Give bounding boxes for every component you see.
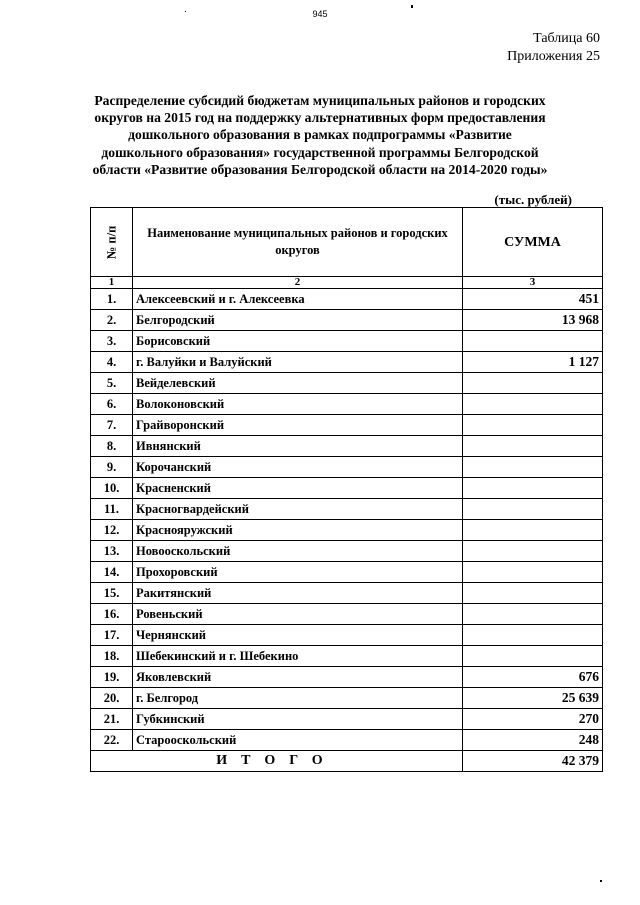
subsidy-amount xyxy=(463,520,603,541)
table-row xyxy=(91,562,603,583)
table-row xyxy=(91,478,603,499)
district-name: Прохоровский xyxy=(133,562,463,583)
table-body xyxy=(91,289,603,751)
table-row xyxy=(91,667,603,688)
row-number: 22. xyxy=(91,730,133,751)
row-number: 7. xyxy=(91,415,133,436)
row-number: 14. xyxy=(91,562,133,583)
table-row xyxy=(91,688,603,709)
row-number: 20. xyxy=(91,688,133,709)
column-number: 2 xyxy=(133,277,463,289)
header-row xyxy=(91,208,603,277)
row-number: 8. xyxy=(91,436,133,457)
row-number: 21. xyxy=(91,709,133,730)
row-number: 9. xyxy=(91,457,133,478)
district-name: Алексеевский и г. Алексеевка xyxy=(133,289,463,310)
row-number: 6. xyxy=(91,394,133,415)
subsidy-amount xyxy=(463,331,603,352)
district-name: Красногвардейский xyxy=(133,499,463,520)
district-name: Корочанский xyxy=(133,457,463,478)
total-sum: 42 379 xyxy=(463,751,603,772)
district-name: Новооскольский xyxy=(133,541,463,562)
table-row xyxy=(91,541,603,562)
subsidy-amount xyxy=(463,604,603,625)
header-num xyxy=(91,208,133,277)
row-number: 19. xyxy=(91,667,133,688)
table-row xyxy=(91,730,603,751)
table-row xyxy=(91,331,603,352)
subsidies-table xyxy=(90,207,603,772)
subsidy-amount xyxy=(463,373,603,394)
district-name: Ровеньский xyxy=(133,604,463,625)
district-name: Ракитянский xyxy=(133,583,463,604)
district-name: Борисовский xyxy=(133,331,463,352)
table-row xyxy=(91,604,603,625)
scan-speck xyxy=(185,11,186,12)
subsidy-amount: 13 968 xyxy=(463,310,603,331)
district-name: Ивнянский xyxy=(133,436,463,457)
table-row xyxy=(91,310,603,331)
subsidy-amount xyxy=(463,478,603,499)
table-row xyxy=(91,289,603,310)
subsidy-amount xyxy=(463,415,603,436)
header-sum: СУММА xyxy=(463,208,603,277)
district-name: Белгородский xyxy=(133,310,463,331)
row-number: 1. xyxy=(91,289,133,310)
subsidy-amount xyxy=(463,541,603,562)
subsidy-amount xyxy=(463,394,603,415)
scan-speck xyxy=(600,880,602,882)
row-number: 18. xyxy=(91,646,133,667)
units-label: (тыс. рублей) xyxy=(494,192,572,207)
district-name: Красненский xyxy=(133,478,463,499)
column-number: 1 xyxy=(91,277,133,289)
document-title: Распределение субсидий бюджетам муниципальных районов и городских округов на 2015 год на поддержку альтернативных форм предоставления дошкольного образования в рамках подпрограммы «Развитие дошкольного образования» государственной программы Белгородской области «Развитие образования Белгородской области на 2014-2020 годы» xyxy=(92,93,548,177)
header-num-label: № п/п xyxy=(103,225,118,259)
subsidy-amount xyxy=(463,457,603,478)
table-row xyxy=(91,709,603,730)
row-number: 5. xyxy=(91,373,133,394)
district-name: г. Белгород xyxy=(133,688,463,709)
table-row xyxy=(91,625,603,646)
district-name: Краснояружский xyxy=(133,520,463,541)
subsidy-amount xyxy=(463,646,603,667)
column-number: 3 xyxy=(463,277,603,289)
district-name: Чернянский xyxy=(133,625,463,646)
subsidy-amount xyxy=(463,436,603,457)
table-row xyxy=(91,373,603,394)
subsidy-amount xyxy=(463,583,603,604)
page-number: 945 xyxy=(312,9,328,19)
table-row xyxy=(91,520,603,541)
row-number: 11. xyxy=(91,499,133,520)
row-number: 10. xyxy=(91,478,133,499)
district-name: Вейделевский xyxy=(133,373,463,394)
row-number: 3. xyxy=(91,331,133,352)
subsidy-amount: 676 xyxy=(463,667,603,688)
district-name: Яковлевский xyxy=(133,667,463,688)
subsidy-amount xyxy=(463,562,603,583)
subsidy-amount: 248 xyxy=(463,730,603,751)
row-number: 2. xyxy=(91,310,133,331)
district-name: Губкинский xyxy=(133,709,463,730)
subsidy-amount: 25 639 xyxy=(463,688,603,709)
header-name: Наименование муниципальных районов и городских округов xyxy=(133,208,463,277)
column-number-row xyxy=(91,277,603,289)
table-row xyxy=(91,436,603,457)
row-number: 12. xyxy=(91,520,133,541)
row-number: 15. xyxy=(91,583,133,604)
district-name: Волоконовский xyxy=(133,394,463,415)
table-label: Таблица 60 xyxy=(533,31,600,46)
appendix-label: Приложения 25 xyxy=(507,49,600,64)
subsidy-amount xyxy=(463,625,603,646)
table-row xyxy=(91,415,603,436)
table-row xyxy=(91,352,603,373)
row-number: 4. xyxy=(91,352,133,373)
subsidy-amount: 451 xyxy=(463,289,603,310)
row-number: 17. xyxy=(91,625,133,646)
table-row xyxy=(91,394,603,415)
subsidy-amount xyxy=(463,499,603,520)
table-row xyxy=(91,457,603,478)
table-row xyxy=(91,583,603,604)
total-label: ИТОГО xyxy=(91,751,463,772)
district-name: г. Валуйки и Валуйский xyxy=(133,352,463,373)
total-row xyxy=(91,751,603,772)
scan-speck xyxy=(411,5,413,8)
table-row xyxy=(91,499,603,520)
district-name: Шебекинский и г. Шебекино xyxy=(133,646,463,667)
table-row xyxy=(91,646,603,667)
district-name: Грайворонский xyxy=(133,415,463,436)
row-number: 16. xyxy=(91,604,133,625)
subsidy-amount: 1 127 xyxy=(463,352,603,373)
subsidy-amount: 270 xyxy=(463,709,603,730)
row-number: 13. xyxy=(91,541,133,562)
district-name: Старооскольский xyxy=(133,730,463,751)
